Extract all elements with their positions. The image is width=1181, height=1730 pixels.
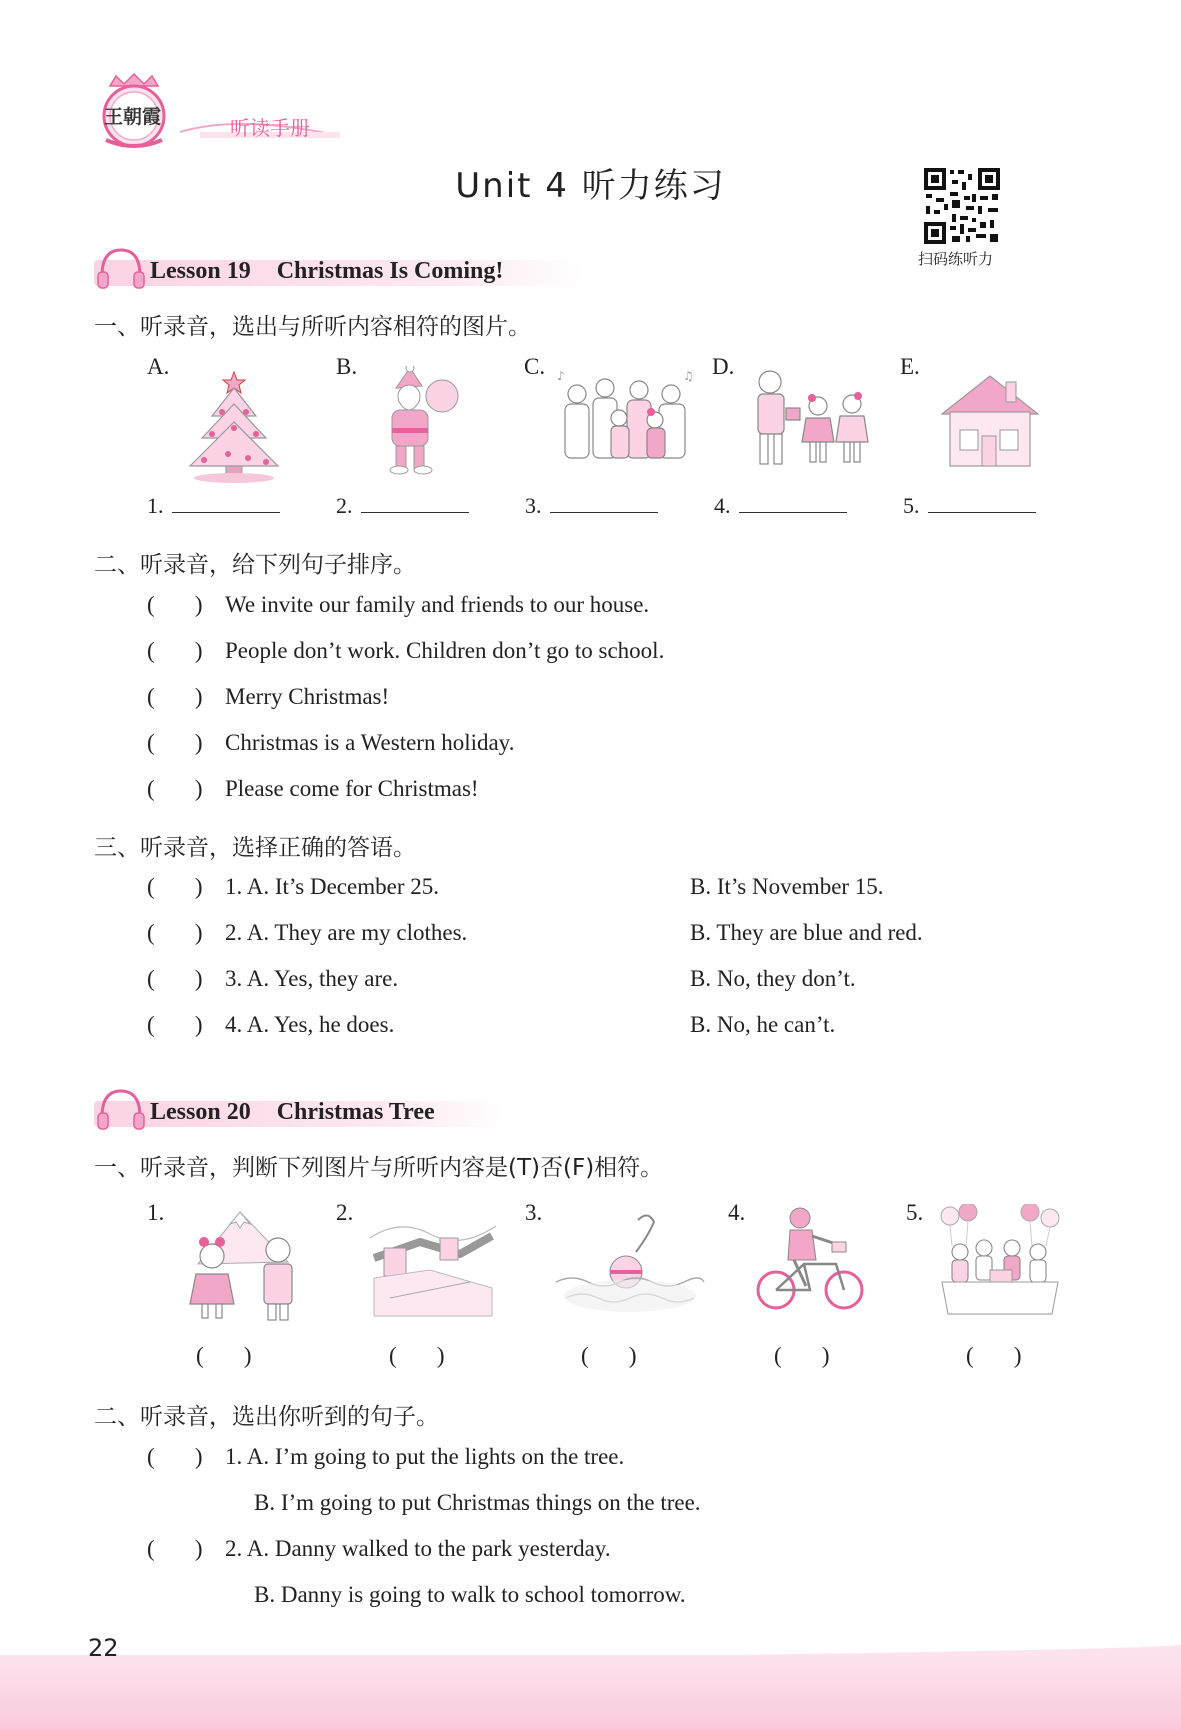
answer-parentheses[interactable]: ( ) bbox=[147, 776, 203, 801]
option-b: B. I’m going to put Christmas things on the tree. bbox=[254, 1490, 701, 1515]
answer-parentheses[interactable]: ( ) bbox=[147, 1012, 203, 1037]
girl-riding-bike-icon bbox=[754, 1204, 868, 1314]
tf-parentheses[interactable]: ( ) bbox=[774, 1343, 830, 1368]
tf-parentheses[interactable]: ( ) bbox=[196, 1343, 252, 1368]
lesson20-number: Lesson 20 bbox=[150, 1099, 251, 1125]
unit-title: Unit 4 听力练习 bbox=[455, 166, 726, 206]
answer-parentheses[interactable]: ( ) bbox=[147, 874, 203, 899]
tf-parentheses[interactable]: ( ) bbox=[389, 1343, 445, 1368]
answer-parentheses[interactable]: ( ) bbox=[147, 730, 203, 755]
answer-parentheses[interactable]: ( ) bbox=[147, 966, 203, 991]
ordering-item: ( ) People don’t work. Children don’t go to school. bbox=[147, 638, 665, 663]
blank-number: 2. bbox=[336, 493, 353, 518]
blank-number: 5. bbox=[903, 493, 920, 518]
sentence-choice-row: ( ) 1. A. I’m going to put the lights on the tree. bbox=[147, 1444, 625, 1469]
brand-logo-text: 王朝霞 bbox=[104, 106, 162, 128]
answer-blank[interactable] bbox=[903, 492, 1036, 519]
party-with-balloons-icon bbox=[934, 1204, 1066, 1320]
lesson19-number: Lesson 19 bbox=[150, 258, 251, 284]
grandpa-giving-gifts-icon bbox=[748, 366, 878, 470]
option-b: B. No, they don’t. bbox=[690, 966, 856, 991]
answer-blank[interactable] bbox=[147, 492, 280, 519]
svg-text:♪: ♪ bbox=[557, 369, 565, 383]
answer-choice-row: ( ) 3. A. Yes, they are. bbox=[147, 966, 399, 991]
ordering-item: ( ) Please come for Christmas! bbox=[147, 776, 479, 801]
ordering-item: ( ) Merry Christmas! bbox=[147, 684, 390, 709]
ordering-item: ( ) We invite our family and friends to our house. bbox=[147, 592, 650, 617]
l20-part1-heading: 一、听录音，判断下列图片与所听内容是(T)否(F)相符。 bbox=[94, 1155, 664, 1181]
house-icon bbox=[936, 372, 1044, 470]
option-b: B. Danny is going to walk to school tomorrow. bbox=[254, 1582, 686, 1607]
lesson20-header bbox=[94, 1087, 514, 1131]
ordering-item: ( ) Christmas is a Western holiday. bbox=[147, 730, 515, 755]
option-b: B. They are blue and red. bbox=[690, 920, 923, 945]
option-letter: D. bbox=[712, 354, 735, 379]
answer-parentheses[interactable]: ( ) bbox=[147, 1444, 203, 1469]
blank-number: 3. bbox=[525, 493, 542, 518]
answer-choice-row: ( ) 2. A. They are my clothes. bbox=[147, 920, 468, 945]
lesson20-title: Christmas Tree bbox=[276, 1099, 435, 1125]
footer-band bbox=[0, 1655, 1181, 1730]
kids-by-mountain-icon bbox=[178, 1204, 316, 1324]
family-group-icon bbox=[553, 366, 699, 462]
picture-number: 2. bbox=[336, 1200, 354, 1225]
answer-parentheses[interactable]: ( ) bbox=[147, 592, 203, 617]
option-b: B. No, he can’t. bbox=[690, 1012, 836, 1037]
l19-part3-heading: 三、听录音，选择正确的答语。 bbox=[94, 835, 416, 861]
sentence-choice-row: ( ) 2. A. Danny walked to the park yesterday. bbox=[147, 1536, 611, 1561]
answer-parentheses[interactable]: ( ) bbox=[147, 638, 203, 663]
l19-part1-heading: 一、听录音，选出与所听内容相符的图片。 bbox=[94, 314, 531, 340]
answer-blank[interactable] bbox=[525, 492, 658, 519]
qr-code-icon[interactable] bbox=[922, 166, 1002, 246]
santa-claus-icon bbox=[368, 366, 460, 476]
picture-number: 3. bbox=[525, 1200, 543, 1225]
option-b: B. It’s November 15. bbox=[690, 874, 884, 899]
answer-blank[interactable] bbox=[714, 492, 847, 519]
answer-parentheses[interactable]: ( ) bbox=[147, 684, 203, 709]
option-letter: A. bbox=[147, 354, 170, 379]
answer-parentheses[interactable]: ( ) bbox=[147, 920, 203, 945]
lesson19-header bbox=[94, 246, 594, 290]
blank-number: 4. bbox=[714, 493, 731, 518]
swimming-icon bbox=[552, 1208, 708, 1318]
tf-parentheses[interactable]: ( ) bbox=[581, 1343, 637, 1368]
answer-parentheses[interactable]: ( ) bbox=[147, 1536, 203, 1561]
answer-blank[interactable] bbox=[336, 492, 469, 519]
page-number: 22 bbox=[88, 1634, 119, 1662]
tf-parentheses[interactable]: ( ) bbox=[966, 1343, 1022, 1368]
qr-caption: 扫码练听力 bbox=[918, 250, 994, 268]
answer-choice-row: ( ) 1. A. It’s December 25. bbox=[147, 874, 439, 899]
christmas-tree-icon bbox=[182, 366, 286, 484]
handbook-label: 听读手册 bbox=[230, 116, 310, 140]
headphones-icon bbox=[96, 246, 146, 290]
lesson19-title: Christmas Is Coming! bbox=[276, 258, 504, 284]
option-letter: B. bbox=[336, 354, 358, 379]
l20-part2-heading: 二、听录音，选出你听到的句子。 bbox=[94, 1404, 439, 1430]
answer-choice-row: ( ) 4. A. Yes, he does. bbox=[147, 1012, 395, 1037]
picture-number: 4. bbox=[728, 1200, 746, 1225]
picture-number: 1. bbox=[147, 1200, 165, 1225]
l19-part2-heading: 二、听录音，给下列句子排序。 bbox=[94, 552, 416, 578]
picture-number: 5. bbox=[906, 1200, 924, 1225]
headphones-icon bbox=[96, 1087, 146, 1131]
svg-text:♫: ♫ bbox=[683, 369, 694, 383]
blank-number: 1. bbox=[147, 493, 164, 518]
great-wall-icon bbox=[370, 1208, 496, 1320]
option-letter: E. bbox=[900, 354, 920, 379]
option-letter: C. bbox=[524, 354, 546, 379]
